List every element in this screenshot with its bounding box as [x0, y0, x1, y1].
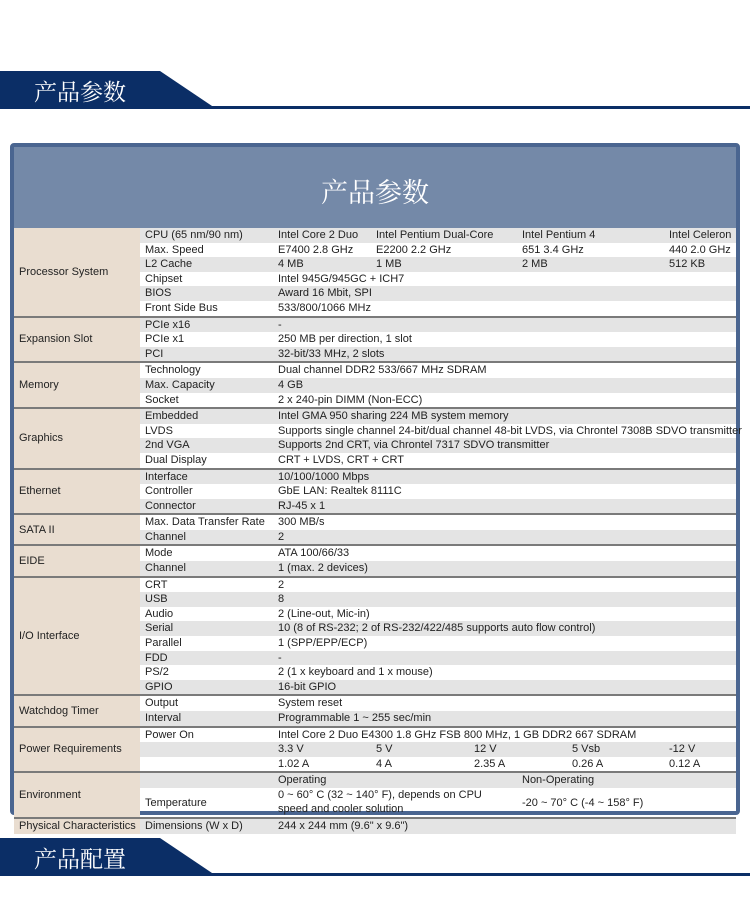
row-value: 1 MB	[376, 258, 402, 271]
table-row	[140, 272, 736, 287]
row-value: 10 (8 of RS-232; 2 of RS-232/422/485 supports auto flow control)	[278, 622, 596, 635]
table-row	[140, 696, 736, 711]
row-label: Connector	[145, 499, 196, 512]
table-row	[140, 819, 736, 834]
row-value: Operating	[278, 774, 327, 787]
row-value: Non-Operating	[522, 774, 595, 787]
table-row	[140, 424, 742, 439]
group-name: Expansion Slot	[14, 318, 140, 362]
table-row	[140, 578, 736, 593]
row-value: 2 (Line-out, Mic-in)	[278, 607, 370, 620]
table-row	[140, 592, 736, 607]
group-name: SATA II	[14, 515, 140, 544]
row-value: 5 Vsb	[572, 743, 601, 756]
spec-group	[14, 728, 736, 774]
row-label: Max. Data Transfer Rate	[145, 516, 265, 529]
spec-group	[14, 546, 736, 577]
row-label: Output	[145, 697, 179, 710]
row-label: Max. Capacity	[145, 378, 215, 391]
row-label: LVDS	[145, 424, 173, 437]
row-label: USB	[145, 593, 168, 606]
table-row	[140, 788, 736, 817]
row-label: Front Side Bus	[145, 301, 218, 314]
row-value: ATA 100/66/33	[278, 547, 350, 560]
row-label: PCI	[145, 347, 164, 360]
row-label: BIOS	[145, 287, 172, 300]
row-value: Intel Core 2 Duo E4300 1.8 GHz FSB 800 MHz, 1 GB DDR2 667 SDRAM	[278, 728, 637, 741]
spec-table	[14, 228, 742, 834]
row-label: Dual Display	[145, 453, 207, 466]
table-row	[140, 636, 736, 651]
row-label: Interface	[145, 470, 188, 483]
group-name: Ethernet	[14, 470, 140, 514]
table-header	[14, 147, 736, 228]
row-value: Programmable 1 ~ 255 sec/min	[278, 712, 432, 724]
section-title: 产品参数	[34, 80, 126, 106]
spec-group	[14, 318, 736, 364]
spec-group	[14, 228, 736, 318]
row-value: RJ-45 x 1	[278, 499, 326, 512]
row-value: 250 MB per direction, 1 slot	[278, 333, 412, 346]
row-value: Intel Pentium Dual-Core	[376, 229, 494, 241]
table-row	[140, 286, 736, 301]
row-label: CRT	[145, 578, 168, 591]
table-row	[140, 680, 736, 695]
row-value: 1 (max. 2 devices)	[278, 562, 368, 575]
table-row	[140, 499, 736, 514]
row-value: 4 A	[376, 757, 392, 770]
row-label: Mode	[145, 547, 173, 560]
row-value: 2	[278, 530, 285, 543]
table-row	[140, 742, 736, 757]
table-row	[140, 728, 736, 743]
spec-group	[14, 819, 736, 834]
row-value: 533/800/1066 MHz	[278, 301, 371, 314]
table-row	[140, 621, 736, 636]
row-value: 10/100/1000 Mbps	[278, 470, 370, 483]
table-row	[140, 470, 736, 485]
row-value: -20 ~ 70° C (-4 ~ 158° F)	[522, 796, 644, 809]
group-name: Processor System	[14, 228, 140, 316]
table-row	[140, 773, 736, 788]
table-row	[140, 484, 736, 499]
group-name: I/O Interface	[14, 578, 140, 695]
row-value: Intel Core 2 Duo	[278, 229, 359, 241]
row-label: Controller	[145, 485, 193, 498]
table-title: 产品参数	[321, 178, 429, 209]
table-row	[140, 257, 736, 272]
row-value: 0 ~ 60° C (32 ~ 140° F), depends on CPU speed and cooler solution	[278, 788, 482, 815]
table-row	[140, 561, 736, 576]
group-name: EIDE	[14, 546, 140, 575]
row-value: 4 GB	[278, 378, 304, 391]
row-value: CRT + LVDS, CRT + CRT	[278, 453, 404, 466]
row-value: 300 MB/s	[278, 516, 325, 529]
row-value: 2 x 240-pin DIMM (Non-ECC)	[278, 393, 423, 406]
table-row	[140, 378, 736, 393]
row-label: Interval	[145, 712, 182, 724]
row-label: Dimensions (W x D)	[145, 819, 243, 832]
row-value: 4 MB	[278, 258, 304, 271]
group-name: Physical Characteristics	[14, 819, 140, 834]
row-label: Serial	[145, 622, 174, 635]
row-label: Technology	[145, 364, 201, 377]
table-row	[140, 453, 736, 468]
group-name: Watchdog Timer	[14, 696, 140, 725]
spec-table-panel	[10, 143, 742, 833]
spec-group	[14, 515, 736, 546]
table-row	[140, 665, 736, 680]
table-row	[140, 301, 736, 316]
row-label: Temperature	[145, 796, 207, 809]
row-value: E7400 2.8 GHz	[278, 243, 354, 256]
row-label: Chipset	[145, 272, 183, 285]
row-value: Supports single channel 24-bit/dual channel 48-bit LVDS, via Chrontel 7308B SDVO transmitter	[278, 424, 742, 437]
row-value: 8	[278, 593, 285, 606]
row-label: Channel	[145, 562, 186, 575]
table-row	[140, 757, 736, 772]
section-header-params	[0, 71, 750, 111]
row-value: 651 3.4 GHz	[522, 243, 584, 256]
table-row	[140, 438, 736, 453]
row-label: Parallel	[145, 637, 182, 650]
row-label: Audio	[145, 607, 174, 620]
table-row	[140, 651, 736, 666]
row-label: PCIe x16	[145, 318, 191, 331]
row-value: Intel Pentium 4	[522, 229, 596, 241]
row-value: -12 V	[669, 743, 696, 756]
table-row	[140, 332, 736, 347]
group-name: Memory	[14, 363, 140, 407]
row-label: L2 Cache	[145, 258, 193, 271]
table-row	[140, 243, 736, 258]
row-value: 2 MB	[522, 258, 548, 271]
table-row	[140, 393, 736, 408]
row-value: 3.3 V	[278, 743, 304, 756]
row-value: Intel 945G/945GC + ICH7	[278, 272, 405, 285]
group-name: Power Requirements	[14, 728, 140, 772]
row-value: 1 (SPP/EPP/ECP)	[278, 637, 368, 650]
table-row	[140, 409, 736, 424]
row-value: 1.02 A	[278, 757, 310, 770]
spec-group	[14, 696, 736, 727]
group-name: Graphics	[14, 409, 140, 467]
group-name: Environment	[14, 773, 140, 817]
row-value: 16-bit GPIO	[278, 680, 337, 693]
row-label: PS/2	[145, 666, 169, 679]
table-row	[140, 546, 736, 561]
row-value: 0.26 A	[572, 757, 604, 770]
table-row	[140, 347, 736, 362]
table-row	[140, 607, 736, 622]
table-row	[140, 363, 736, 378]
row-value: 2	[278, 578, 285, 591]
row-value: 2.35 A	[474, 757, 506, 770]
spec-group	[14, 409, 742, 469]
table-row	[140, 711, 736, 726]
row-value: Intel Celeron	[669, 229, 732, 241]
row-value: GbE LAN: Realtek 8111C	[278, 485, 402, 498]
row-value: 5 V	[376, 743, 393, 756]
row-value: Supports 2nd CRT, via Chrontel 7317 SDVO transmitter	[278, 439, 550, 452]
table-row	[140, 530, 736, 545]
row-label: Max. Speed	[145, 243, 204, 256]
spec-group	[14, 578, 736, 697]
row-value: 0.12 A	[669, 757, 701, 770]
row-value: Dual channel DDR2 533/667 MHz SDRAM	[278, 364, 487, 377]
row-value: 12 V	[474, 743, 497, 756]
row-value: -	[278, 318, 282, 331]
row-label: Channel	[145, 530, 186, 543]
row-value: E2200 2.2 GHz	[376, 243, 452, 256]
row-label: PCIe x1	[145, 333, 185, 346]
spec-group	[14, 363, 736, 409]
table-row	[140, 318, 736, 333]
spec-group	[14, 470, 736, 516]
row-value: 440 2.0 GHz	[669, 243, 731, 256]
row-value: Award 16 Mbit, SPI	[278, 287, 372, 300]
row-label: Embedded	[145, 410, 199, 423]
section-title: 产品配置	[34, 847, 126, 873]
row-value: 2 (1 x keyboard and 1 x mouse)	[278, 666, 433, 679]
row-value: 244 x 244 mm (9.6" x 9.6")	[278, 819, 409, 832]
table-row	[140, 515, 736, 530]
row-label: GPIO	[145, 680, 173, 693]
row-label: CPU (65 nm/90 nm)	[145, 229, 243, 241]
row-label: FDD	[145, 651, 168, 664]
row-value: -	[278, 651, 282, 664]
row-label: 2nd VGA	[145, 439, 190, 452]
row-value: System reset	[278, 697, 343, 710]
row-value: 512 KB	[669, 258, 706, 271]
row-value: 32-bit/33 MHz, 2 slots	[278, 347, 385, 360]
row-value: Intel GMA 950 sharing 224 MB system memory	[278, 410, 509, 423]
spec-group	[14, 773, 736, 819]
row-label: Socket	[145, 393, 179, 406]
section-header-config	[0, 838, 750, 878]
table-row	[140, 228, 736, 243]
row-label: Power On	[145, 728, 194, 741]
